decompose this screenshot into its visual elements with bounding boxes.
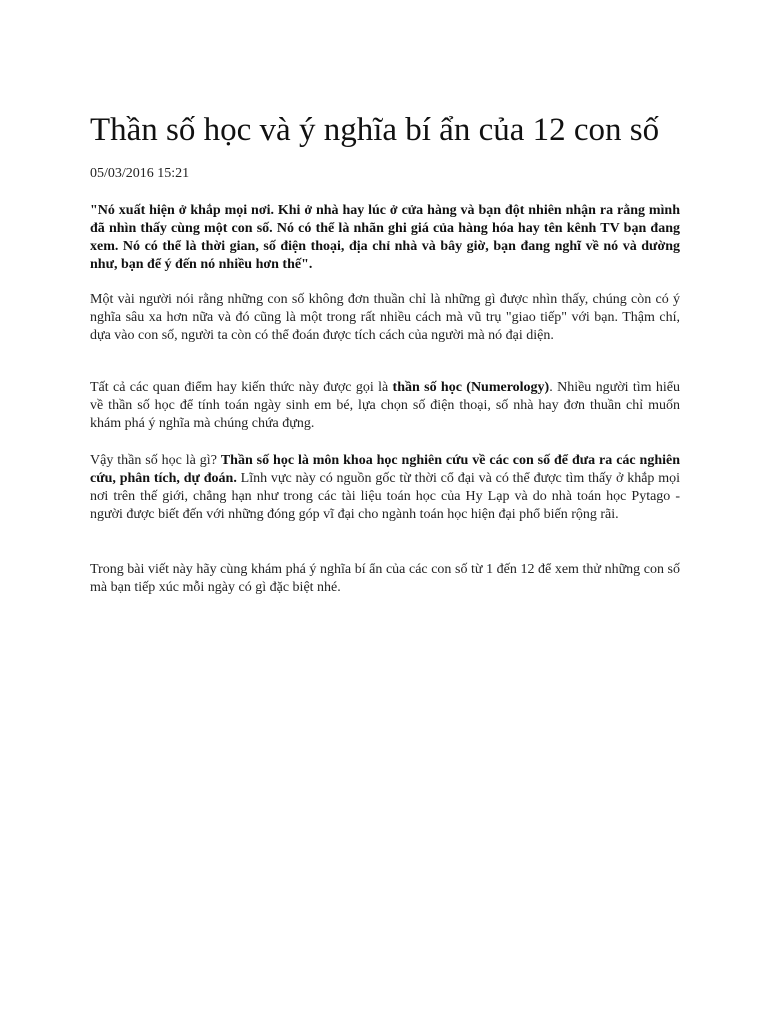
paragraph-2-text-end: . Nhiều người tìm hiểu về thần số học để tính toán ngày sinh em bé, lựa chọn số điện thoại, số nhà hay đơn thuần chỉ muốn khám phá ý nghĩa mà chúng chứa đựng. (90, 380, 680, 431)
paragraph-3-bold: Thần số học là môn khoa học nghiên cứu về các con số để đưa ra các nghiên cứu, phân tích, dự đoán. (90, 453, 681, 486)
article-date: 05/03/2016 15:21 (90, 166, 190, 181)
paragraph-3-text-start: Vậy thần số học là gì? (90, 453, 221, 468)
paragraph-4: Trong bài viết này hãy cùng khám phá ý nghĩa bí ẩn của các con số từ 1 đến 12 để xem thử những con số mà bạn tiếp xúc mỗi ngày có gì đặc biệt nhé. (90, 562, 680, 595)
paragraph-3-text-end: Lĩnh vực này có nguồn gốc từ thời cổ đại và có thể được tìm thấy ở khắp mọi nơi trên thế giới, chẳng hạn như trong các tài liệu toán học của Hy Lạp và do nhà toán học Pytago - người được biết đến với những đóng góp vĩ đại cho ngành toán học hiện đại phổ biến rộng rãi. (90, 471, 680, 522)
article-title: Thần số học và ý nghĩa bí ẩn của 12 con số (90, 112, 660, 148)
article-intro: "Nó xuất hiện ở khắp mọi nơi. Khi ở nhà hay lúc ở cửa hàng và bạn đột nhiên nhận ra rằng mình đã nhìn thấy cùng một con số. Nó có thể là nhãn ghi giá của hàng hóa hay tên kênh TV bạn đang xem. Nó có thể là thời gian, số điện thoại, địa chỉ nhà và bây giờ, bạn đang nghĩ về nó và dường như, bạn để ý đến nó nhiều hơn thế". (90, 203, 680, 272)
paragraph-1: Một vài người nói rằng những con số không đơn thuần chỉ là những gì được nhìn thấy, chúng còn có ý nghĩa sâu xa hơn nữa và đó cũng là một trong rất nhiều cách mà vũ trụ "giao tiếp" với bạn. Thậm chí, dựa vào con số, người ta còn có thể đoán được tích cách của người mà nó đại diện. (90, 292, 680, 343)
paragraph-2-text-start: Tất cả các quan điểm hay kiến thức này được gọi là (90, 380, 393, 395)
paragraph-2 (90, 379, 680, 433)
paragraph-3 (90, 452, 680, 524)
paragraph-2-bold: thần số học (Numerology) (392, 380, 550, 395)
